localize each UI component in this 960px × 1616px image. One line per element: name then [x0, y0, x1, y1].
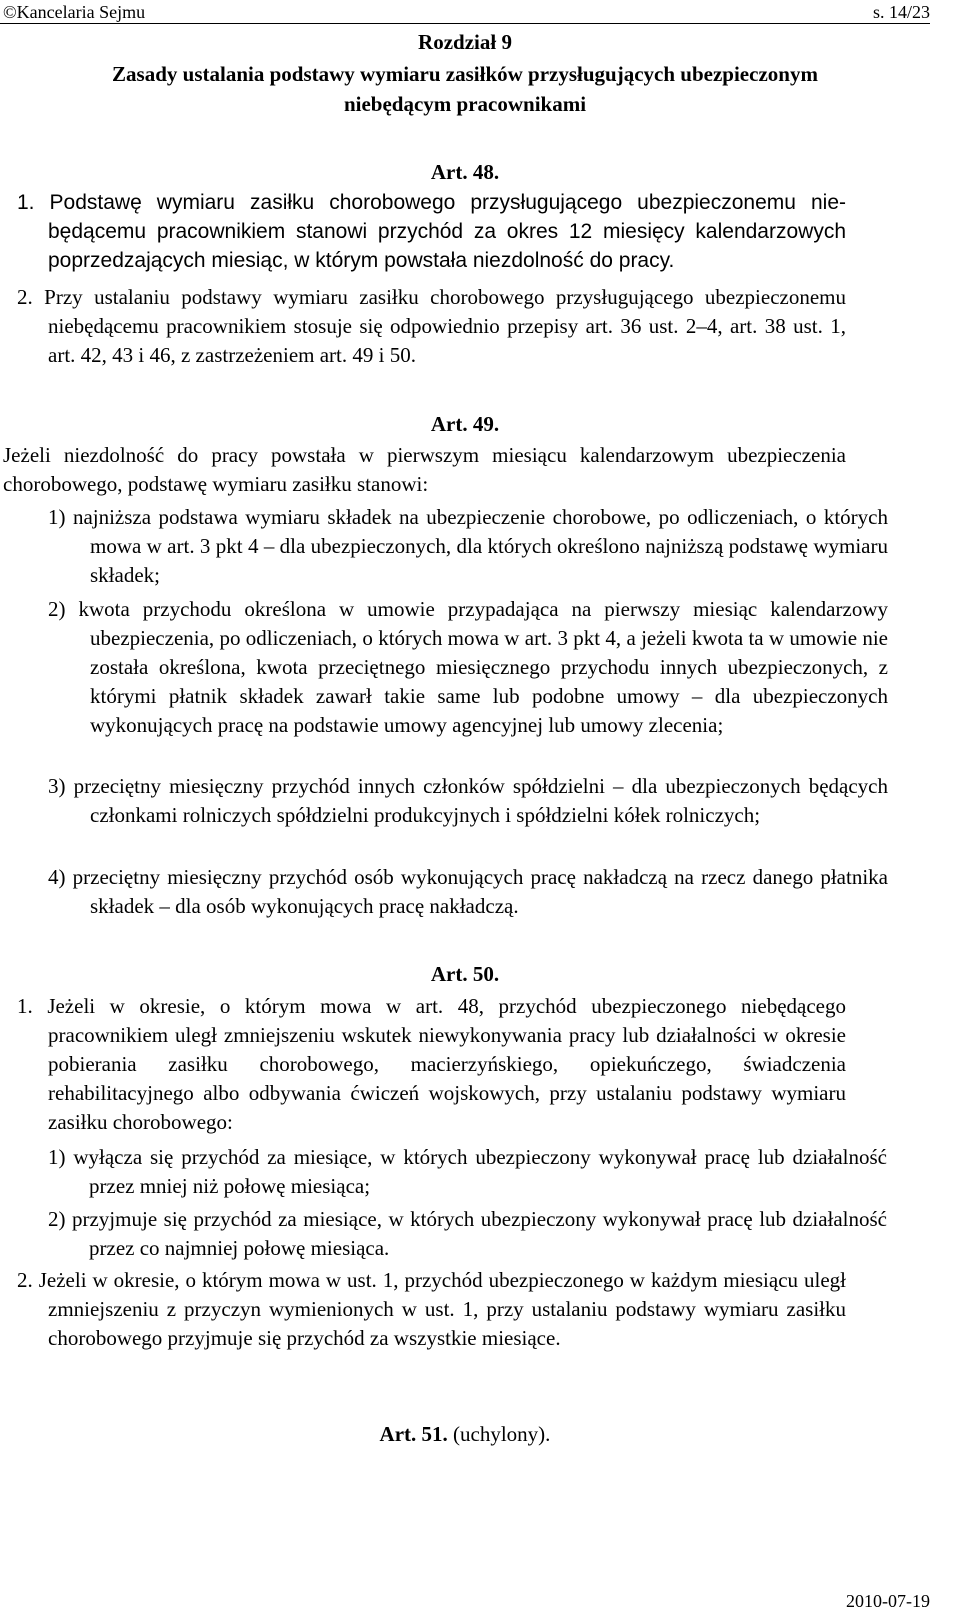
chapter-title-line1: Zasady ustalania podstawy wymiaru zasiłków przysługujących ubezpieczonym: [112, 62, 818, 86]
header-divider: [0, 23, 930, 24]
article-51-title: Art. 51. (uchylony).: [379, 1422, 551, 1446]
article-49-item-3: 3) przeciętny miesięczny przychód innych członków spółdzielni – dla ubezpieczonych będących członkami rolniczych spółdzielni produkcyjnych i spółdzielni kółek rolniczych;: [48, 774, 888, 827]
header-page-number: s. 14/23: [872, 2, 930, 22]
article-49-item-4: 4) przeciętny miesięczny przychód osób wykonujących pracę nakładczą na rzecz danego płatnika składek – dla osób wykonujących pracę nakładczą.: [48, 865, 888, 918]
article-50-ust1-item-1: 1) wyłącza się przychód za miesiące, w których ubezpieczony wykonywał pracę lub działalność przez mniej niż połowę miesiąca;: [48, 1145, 887, 1198]
article-48-ust2: 2. Przy ustalaniu podstawy wymiaru zasiłku chorobowego przysługującego ubezpieczonemu niebędącemu pracownikiem stosuje się odpowiednio przepisy art. 36 ust. 2–4, art. 38 ust. 1, art. 42, 43 i 46, z zastrzeżeniem art. 49 i 50.: [17, 285, 846, 367]
header-copyright: ©Kancelaria Sejmu: [3, 2, 146, 22]
article-48-ust1: 1. Podstawę wymiaru zasiłku chorobowego przysługującego ubezpieczonemu niebędącemu pracownikiem stanowi przychód za okres 12 miesięcy kalendarzowych poprzedzających miesiąc, w którym powstała niezdolność do pracy.: [17, 191, 846, 272]
article-51-note: (uchylony).: [453, 1422, 551, 1446]
article-49-item-1: 1) najniższa podstawa wymiaru składek na ubezpieczenie chorobowe, po odliczeniach, o których mowa w art. 3 pkt 4 – dla ubezpieczonych, dla których określono najniższą podstawę wymiaru składek;: [48, 505, 888, 587]
article-50-title: Art. 50.: [430, 962, 500, 986]
article-49-intro: Jeżeli niezdolność do pracy powstała w pierwszym miesiącu kalendarzowym ubezpieczenia chorobowego, podstawę wymiaru zasiłku stanowi:: [3, 443, 846, 496]
article-48-title: Art. 48.: [430, 160, 500, 184]
footer-date: 2010-07-19: [846, 1591, 930, 1611]
chapter-title-line2: niebędącym pracownikami: [343, 92, 587, 116]
article-50-ust2: 2. Jeżeli w okresie, o którym mowa w ust. 1, przychód ubezpieczonego w każdym miesiącu uległ zmniejszeniu z przyczyn wymienionych w ust. 1, przy ustalaniu podstawy wymiaru zasiłku chorobowego przyjmuje się przychód za wszystkie miesiące.: [17, 1268, 846, 1350]
article-50-ust1-intro: 1. Jeżeli w okresie, o którym mowa w art. 48, przychód ubezpieczonego niebędącego pracownikiem uległ zmniejszeniu wskutek niewykonywania pracy lub działalności w okresie pobierania zasiłku chorobowego, macierzyńskiego, opiekuńczego, świadczenia rehabilitacyjnego albo odbywania ćwiczeń wojskowych, przy ustalaniu podstawy wymiaru zasiłku chorobowego:: [17, 994, 846, 1134]
chapter-number: Rozdział 9: [418, 30, 512, 54]
article-49-item-2: 2) kwota przychodu określona w umowie przypadająca na pierwszy miesiąc kalendarzowy ubezpieczenia, po odliczeniach, o których mowa w art. 3 pkt 4, a jeżeli kwota ta w umowie nie została określona, kwota przeciętnego miesięcznego przychodu innych ubezpieczonych, z którymi płatnik składek zawarł takie same lub podobne umowy – dla ubezpieczonych wykonujących pracę na podstawie umowy agencyjnej lub umowy zlecenia;: [48, 597, 888, 737]
article-49-title: Art. 49.: [430, 412, 500, 436]
article-50-ust1-item-2: 2) przyjmuje się przychód za miesiące, w których ubezpieczony wykonywał pracę lub działalność przez co najmniej połowę miesiąca.: [48, 1207, 887, 1260]
